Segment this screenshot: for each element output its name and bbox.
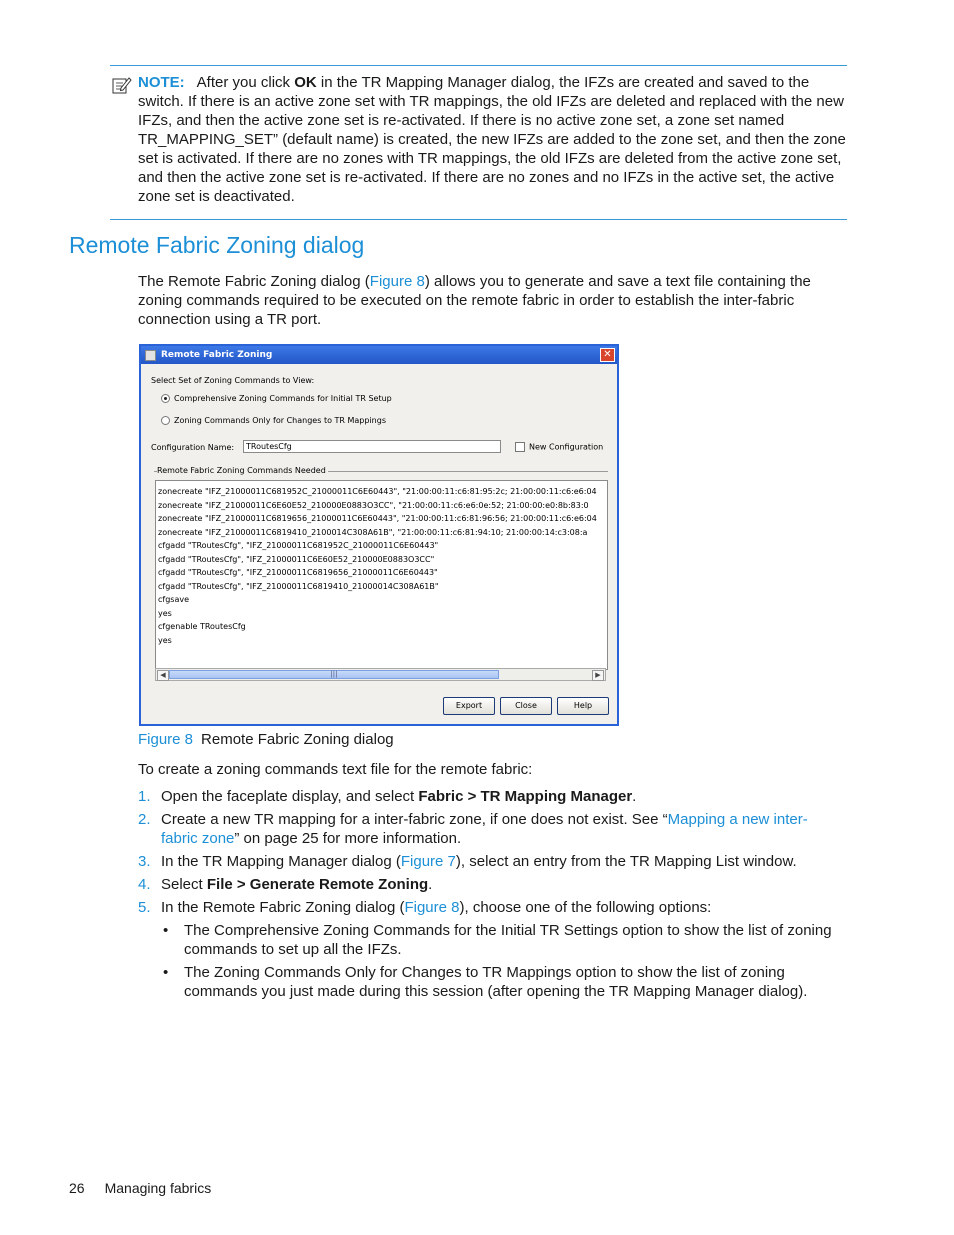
command-line: cfgsave bbox=[158, 595, 190, 604]
step-text: In the TR Mapping Manager dialog ( bbox=[161, 853, 401, 870]
section-heading: Remote Fabric Zoning dialog bbox=[69, 232, 365, 258]
step-2 bbox=[138, 810, 838, 848]
note-top-rule bbox=[110, 65, 847, 66]
radio-selected-icon bbox=[161, 394, 170, 403]
remote-fabric-zoning-dialog bbox=[139, 344, 619, 726]
note-text-b: in the TR Mapping Manager dialog, the IFZs are created and saved to the switch. If there is an active zone set with TR mappings, the old IFZs are deleted and replaced with the new IFZs, and then the active zone set is re-activated. If there is no active zone set, a zone set named TR_MAPPING_SET” (default name) is created, the new IFZs are added to the zone set, and then the zone set is activated. If there are no zones with TR mappings, the old IFZs are deleted from the active zone set, and then the active zone set is re-activated. If there are no zones and no IFZs in the active set, the active zone set is deactivated. bbox=[138, 74, 846, 205]
step-text: In the Remote Fabric Zoning dialog ( bbox=[161, 899, 405, 916]
close-icon[interactable]: ✕ bbox=[600, 348, 615, 362]
bullet: • bbox=[163, 964, 169, 981]
commands-group bbox=[154, 466, 608, 684]
scroll-thumb[interactable]: ||| bbox=[169, 670, 499, 679]
command-line: zonecreate "IFZ_21000011C6E60E52_210000E0883O3CC", "21:00:00:11:c6:e6:0e:52; 21:00:00:e0:8b:83:0 bbox=[158, 500, 589, 510]
command-line: zonecreate "IFZ_21000011C6819410_2100014C308A61B", "21:00:00:11:c6:81:94:10; 21:00:00:14:c3:08:a bbox=[158, 527, 588, 537]
radio-comprehensive-label: Comprehensive Zoning Commands for Initial TR Setup bbox=[174, 394, 392, 403]
new-config-checkbox[interactable] bbox=[515, 442, 603, 452]
command-line: yes bbox=[158, 608, 172, 618]
section-intro bbox=[138, 272, 838, 329]
step-text: ” on page 25 for more information. bbox=[234, 830, 462, 847]
intro-text-a: The Remote Fabric Zoning dialog ( bbox=[138, 273, 370, 290]
page-footer bbox=[69, 1180, 211, 1196]
scroll-left-icon[interactable]: ◀ bbox=[157, 670, 169, 681]
step-1 bbox=[138, 787, 838, 806]
step-number: 3. bbox=[138, 853, 151, 870]
scroll-right-icon[interactable]: ▶ bbox=[592, 670, 604, 681]
figure-8-link[interactable]: Figure 8 bbox=[404, 899, 460, 916]
footer-section: Managing fabrics bbox=[104, 1180, 212, 1196]
note-block bbox=[110, 73, 847, 206]
checkbox-icon bbox=[515, 442, 525, 452]
dialog-title: Remote Fabric Zoning bbox=[161, 350, 273, 360]
step-text: Open the faceplate display, and select bbox=[161, 788, 419, 805]
close-button[interactable]: Close bbox=[500, 697, 552, 715]
command-line: cfgenable TRoutesCfg bbox=[158, 622, 246, 631]
horizontal-scrollbar[interactable] bbox=[155, 668, 606, 681]
procedure-steps bbox=[138, 787, 838, 1005]
step-3 bbox=[138, 852, 838, 871]
select-set-label: Select Set of Zoning Commands to View: bbox=[151, 376, 315, 385]
note-label: NOTE: bbox=[138, 74, 185, 91]
option-text: The Comprehensive Zoning Commands for the Initial TR Settings option to show the list of zoning commands to set up all the IFZs. bbox=[184, 922, 832, 958]
step-text: ), choose one of the following options: bbox=[459, 899, 712, 916]
note-bottom-rule bbox=[110, 219, 847, 220]
step-text: Select bbox=[161, 876, 207, 893]
figure-7-link[interactable]: Figure 7 bbox=[400, 853, 456, 870]
figure-8-link[interactable]: Figure 8 bbox=[369, 273, 425, 290]
note-text-a: After you click bbox=[196, 74, 295, 91]
command-line: yes bbox=[158, 635, 172, 645]
step-number: 1. bbox=[138, 788, 151, 805]
step-text: Create a new TR mapping for a inter-fabric zone, if one does not exist. See “ bbox=[161, 811, 668, 828]
figure-caption bbox=[138, 731, 394, 748]
new-config-label: New Configuration bbox=[529, 442, 604, 452]
app-icon bbox=[145, 350, 156, 361]
procedure-intro: To create a zoning commands text file for the remote fabric: bbox=[138, 761, 533, 778]
figure-label: Figure 8 bbox=[138, 731, 194, 748]
config-name-input[interactable]: TRoutesCfg bbox=[243, 440, 501, 453]
dialog-titlebar bbox=[141, 346, 617, 364]
step-number: 4. bbox=[138, 876, 151, 893]
option-text: The Zoning Commands Only for Changes to TR Mappings option to show the list of zoning commands you just made during this session (after opening the TR Mapping Manager dialog). bbox=[184, 964, 808, 1000]
mapping-link[interactable]: Mapping a new inter-fabric zone bbox=[161, 811, 808, 847]
option-item bbox=[161, 963, 838, 1001]
command-line: cfgadd "TRoutesCfg", "IFZ_21000011C681952C_21000011C6E60443" bbox=[158, 541, 439, 550]
options-list bbox=[161, 921, 838, 1001]
note-pencil-icon bbox=[112, 76, 132, 94]
step-text: ), select an entry from the TR Mapping List window. bbox=[455, 853, 797, 870]
menu-path: File > Generate Remote Zoning bbox=[206, 876, 429, 893]
intro-text-b: ) allows you to generate and save a text file containing the zoning commands required to be executed on the remote fabric in order to establish the inter-fabric connection using a TR port. bbox=[138, 273, 811, 328]
note-ok: OK bbox=[294, 74, 317, 91]
command-line: zonecreate "IFZ_21000011C6819656_21000011C6E60443", "21:00:00:11:c6:81:96:56; 21:00:00:11:c6:e6:04 bbox=[158, 514, 597, 523]
step-5 bbox=[138, 898, 838, 1001]
step-number: 2. bbox=[138, 811, 151, 828]
commands-textarea[interactable] bbox=[155, 480, 608, 670]
step-4 bbox=[138, 875, 838, 894]
step-text: . bbox=[632, 788, 637, 805]
bullet: • bbox=[163, 922, 169, 939]
radio-changes-only-label: Zoning Commands Only for Changes to TR Mappings bbox=[174, 416, 386, 425]
step-text: . bbox=[428, 876, 433, 893]
radio-changes-only[interactable] bbox=[161, 416, 386, 425]
command-line: cfgadd "TRoutesCfg", "IFZ_21000011C6E60E52_210000E0883O3CC" bbox=[158, 554, 435, 564]
step-number: 5. bbox=[138, 899, 151, 916]
group-label: Remote Fabric Zoning Commands Needed bbox=[157, 466, 326, 475]
radio-unselected-icon bbox=[161, 416, 170, 425]
command-line: cfgadd "TRoutesCfg", "IFZ_21000011C6819410_21000014C308A61B" bbox=[158, 581, 439, 591]
page-number: 26 bbox=[69, 1180, 85, 1196]
note-text bbox=[138, 73, 847, 206]
command-line: zonecreate "IFZ_21000011C681952C_21000011C6E60443", "21:00:00:11:c6:81:95:2c; 21:00:00:11:c6:e6:04 bbox=[158, 487, 597, 496]
figure-caption-text: Remote Fabric Zoning dialog bbox=[201, 731, 394, 748]
help-button[interactable]: Help bbox=[557, 697, 609, 715]
export-button[interactable]: Export bbox=[443, 697, 495, 715]
option-item bbox=[161, 921, 838, 959]
menu-path: Fabric > TR Mapping Manager bbox=[418, 788, 633, 805]
radio-comprehensive[interactable] bbox=[161, 394, 392, 403]
command-line: cfgadd "TRoutesCfg", "IFZ_21000011C6819656_21000011C6E60443" bbox=[158, 568, 438, 577]
config-name-label: Configuration Name: bbox=[151, 443, 235, 452]
